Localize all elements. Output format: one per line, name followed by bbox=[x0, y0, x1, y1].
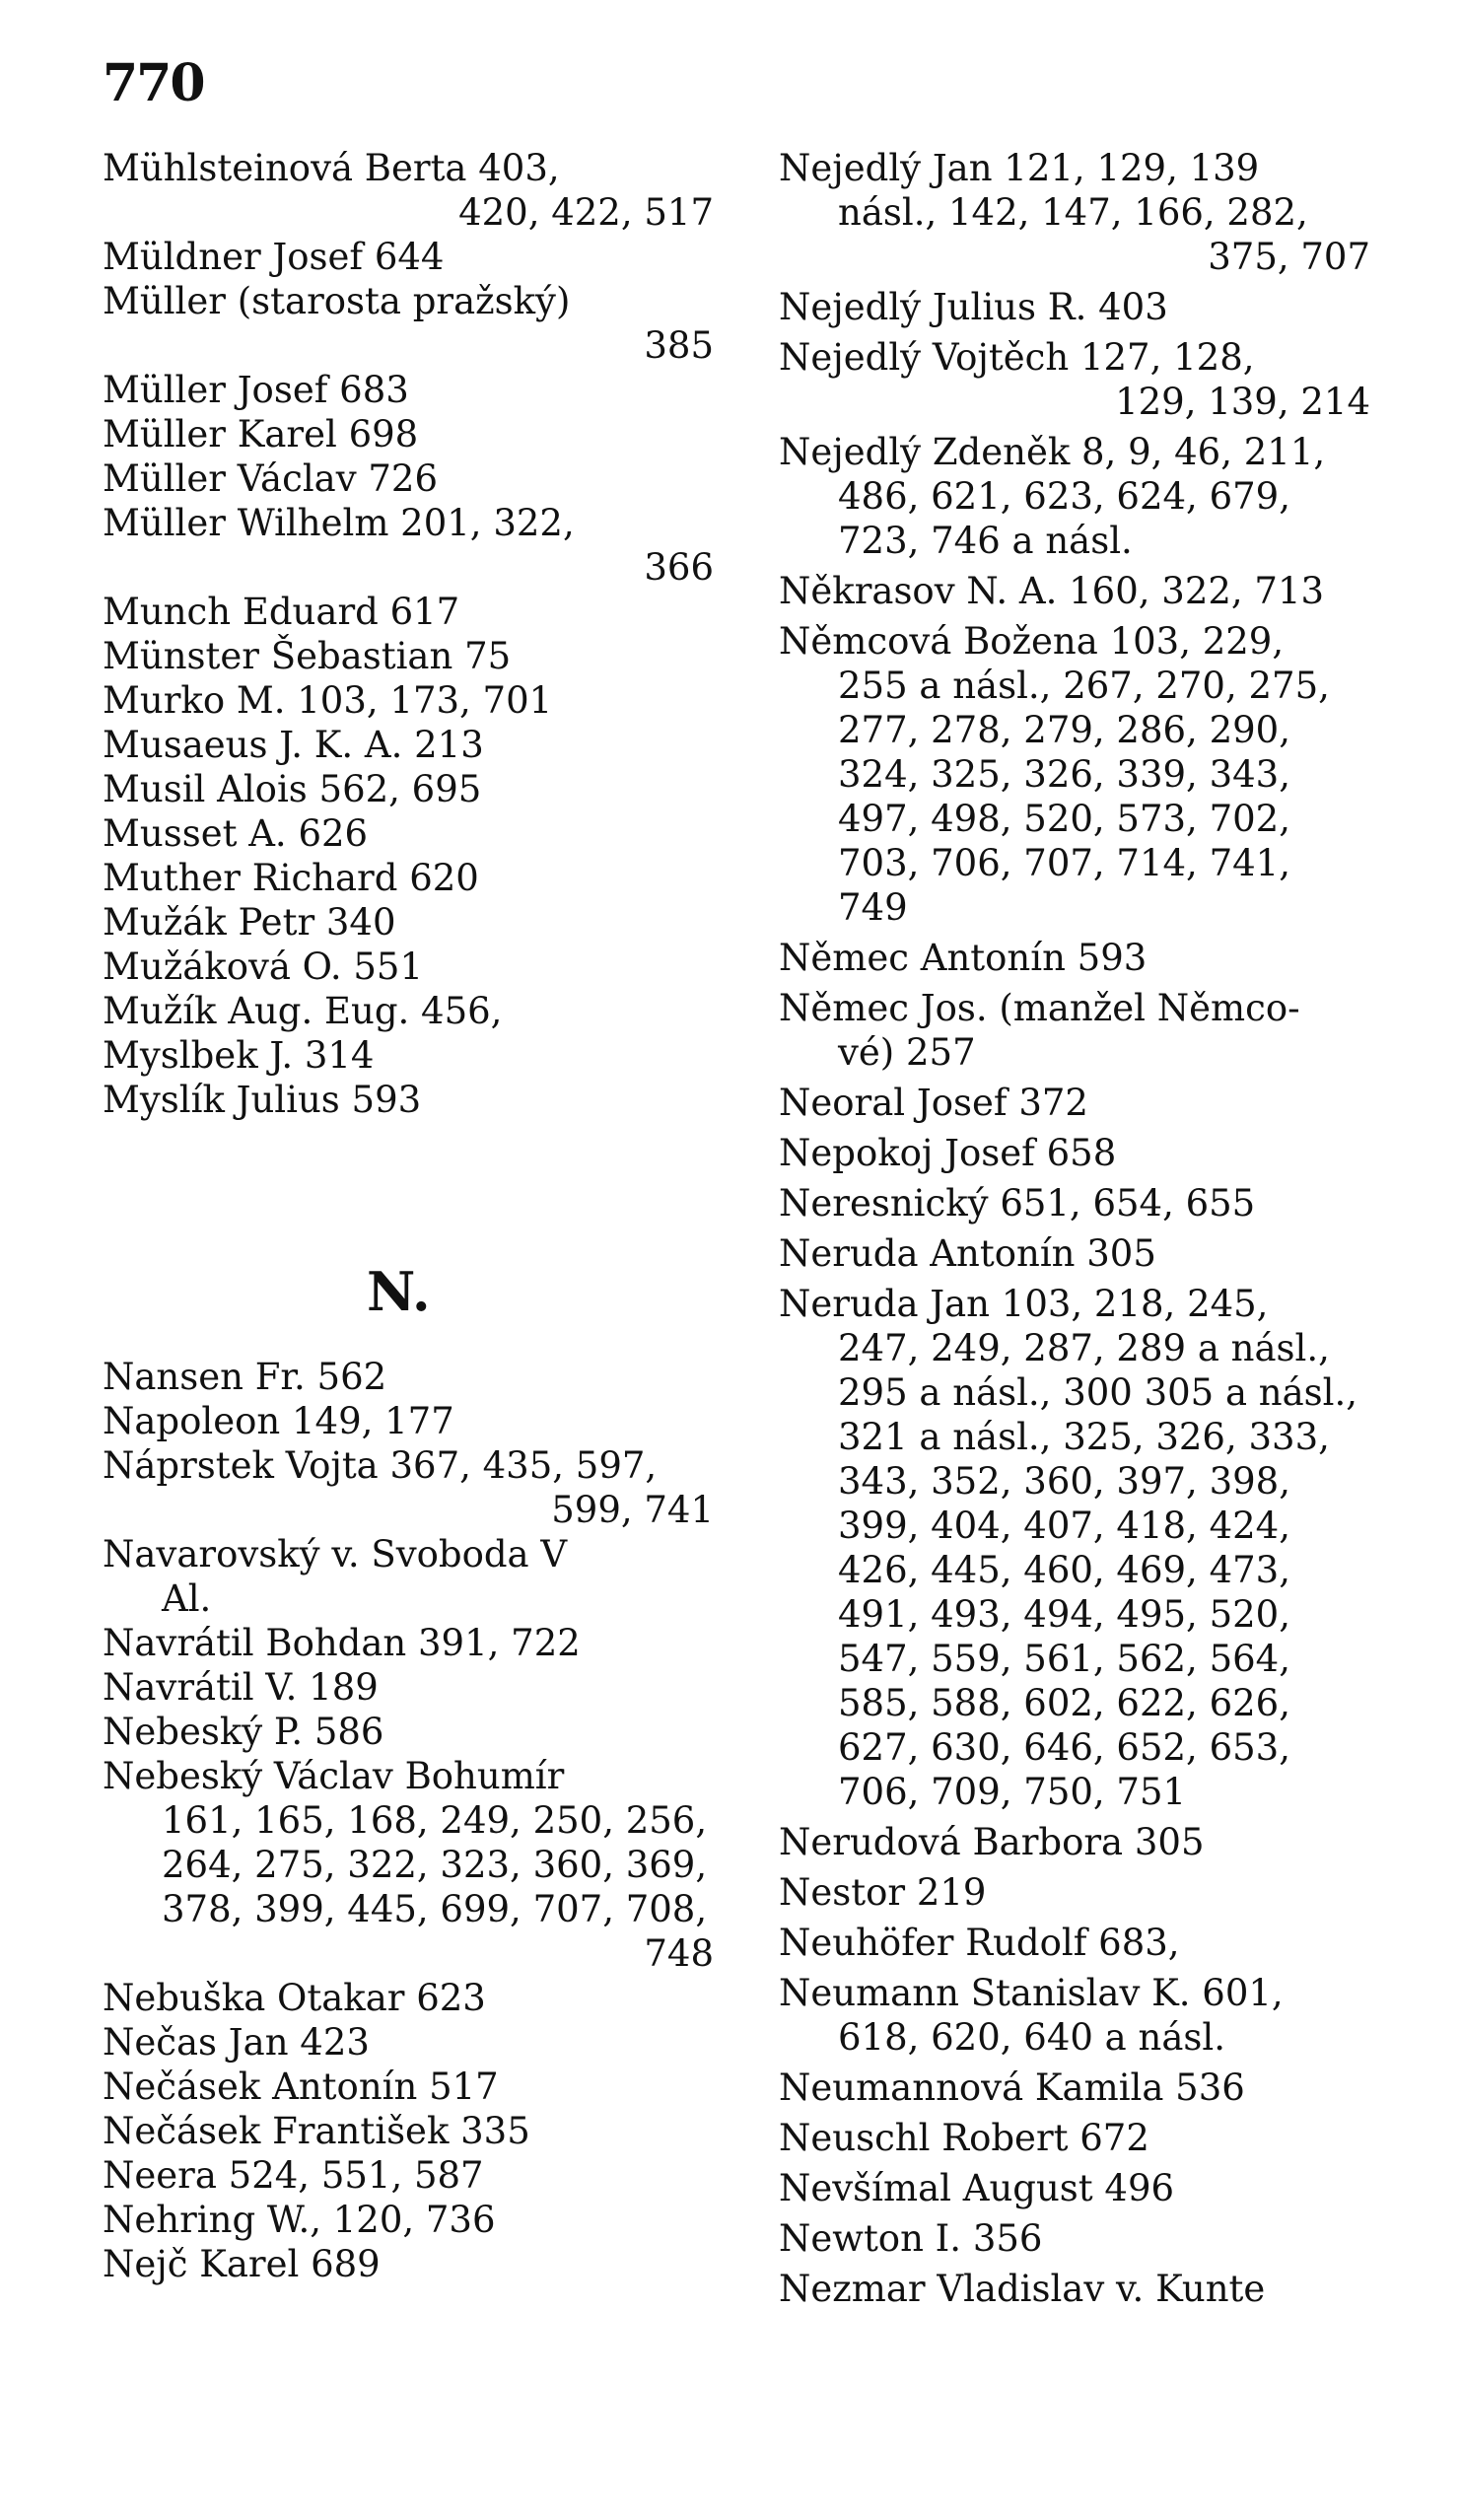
index-entry-heading: Musset A. 626 bbox=[103, 812, 369, 855]
index-entry bbox=[103, 678, 714, 723]
index-entry-continuation: 161, 165, 168, 249, 250, 256, 264, 275, 322, 323, 360, 369, 378, 399, 445, 699, 707, 708, bbox=[162, 1799, 708, 1930]
index-entry-continuation: Al. bbox=[162, 1577, 212, 1620]
index-entry-heading: Musaeus J. K. A. 213 bbox=[103, 724, 484, 766]
index-entry-heading: Mužák Petr 340 bbox=[103, 901, 396, 944]
index-entry-continuation: 366 bbox=[644, 546, 714, 589]
index-entry bbox=[103, 856, 714, 900]
index-entry bbox=[779, 2267, 1370, 2311]
index-entry bbox=[103, 2153, 714, 2198]
index-entry-heading: Nansen Fr. 562 bbox=[103, 1356, 387, 1398]
index-entry bbox=[103, 811, 714, 856]
index-entry bbox=[103, 2109, 714, 2153]
index-entry-heading: Müldner Josef 644 bbox=[103, 236, 445, 278]
section-heading-n: N. bbox=[367, 1260, 431, 1323]
index-entry-continuation: 618, 620, 640 a násl. bbox=[838, 2016, 1225, 2059]
index-entry bbox=[103, 1355, 714, 1399]
index-entry-heading: Nestor 219 bbox=[779, 1871, 987, 1914]
index-entry-heading: Nečásek Antonín 517 bbox=[103, 2065, 499, 2108]
index-entry bbox=[103, 1665, 714, 1710]
index-entry-heading: Němec Antonín 593 bbox=[779, 937, 1148, 979]
index-entry-heading: Musil Alois 562, 695 bbox=[103, 768, 482, 810]
index-entry bbox=[103, 2242, 714, 2286]
index-entry-heading: Müller Josef 683 bbox=[103, 369, 409, 411]
index-entry bbox=[779, 146, 1370, 279]
index-entry bbox=[779, 619, 1370, 930]
index-entry bbox=[103, 1621, 714, 1665]
index-entry bbox=[779, 1921, 1370, 1965]
index-entry bbox=[779, 285, 1370, 329]
index-entry-heading: Neresnický 651, 654, 655 bbox=[779, 1182, 1256, 1225]
index-entry bbox=[779, 430, 1370, 563]
index-entry-heading: Mužík Aug. Eug. 456, bbox=[103, 990, 503, 1032]
index-entry bbox=[103, 723, 714, 767]
index-entry-heading: Müller Karel 698 bbox=[103, 413, 419, 455]
index-entry bbox=[779, 2216, 1370, 2261]
index-entry-heading: Nečásek František 335 bbox=[103, 2110, 530, 2152]
index-entry-heading: Neruda Antonín 305 bbox=[779, 1232, 1156, 1275]
index-entry-heading: Nevšímal August 496 bbox=[779, 2167, 1175, 2209]
index-entry bbox=[779, 569, 1370, 613]
index-entry bbox=[103, 1399, 714, 1443]
index-entry-heading: Newton I. 356 bbox=[779, 2217, 1043, 2260]
index-entry bbox=[779, 1081, 1370, 1125]
index-entry-heading: Mühlsteinová Berta bbox=[103, 147, 467, 189]
index-entry bbox=[779, 2065, 1370, 2110]
index-entry bbox=[103, 279, 714, 368]
index-entry-heading: Napoleon 149, 177 bbox=[103, 1400, 454, 1442]
index-column-left-n bbox=[103, 1355, 714, 2286]
index-column-left-m bbox=[103, 146, 714, 1122]
index-entry bbox=[779, 1181, 1370, 1225]
index-entry-heading: Nepokoj Josef 658 bbox=[779, 1132, 1117, 1174]
index-entry-heading: Müller Wilhelm 201, 322, bbox=[103, 502, 575, 544]
index-entry bbox=[779, 1131, 1370, 1175]
index-entry bbox=[103, 2020, 714, 2065]
index-entry-heading: Neera 524, 551, 587 bbox=[103, 2154, 484, 2197]
index-entry-heading: Někrasov N. A. 160, 322, 713 bbox=[779, 570, 1325, 612]
index-entry-heading: Nebeský Václav Bohumír bbox=[103, 1755, 565, 1797]
index-entry-heading: Němcová Božena 103, 229, bbox=[779, 620, 1285, 663]
index-entry bbox=[103, 235, 714, 279]
index-entry bbox=[103, 767, 714, 811]
index-entry-heading: Myslík Julius 593 bbox=[103, 1079, 422, 1121]
index-entry-heading: Müller (starosta pražský) bbox=[103, 280, 571, 322]
index-entry-heading: Němec Jos. (manžel Němco- bbox=[779, 987, 1300, 1029]
index-entry bbox=[103, 501, 714, 590]
index-entry-heading: Murko M. 103, 173, 701 bbox=[103, 679, 553, 722]
index-entry bbox=[103, 900, 714, 945]
index-entry bbox=[779, 2166, 1370, 2210]
index-entry bbox=[103, 634, 714, 678]
index-entry-continuation: 420, 422, 517 bbox=[458, 191, 714, 234]
index-entry bbox=[103, 2198, 714, 2242]
index-entry-heading: Navarovský v. Svoboda V bbox=[103, 1533, 568, 1575]
index-entry-heading: Nebeský P. 586 bbox=[103, 1711, 384, 1753]
index-entry-continuation: 486, 621, 623, 624, 679, 723, 746 a násl. bbox=[838, 475, 1290, 562]
index-entry-heading: Nehring W., 120, 736 bbox=[103, 2199, 496, 2241]
index-entry bbox=[103, 368, 714, 412]
index-entry-heading: Neumannová Kamila 536 bbox=[779, 2066, 1245, 2109]
index-entry bbox=[103, 945, 714, 989]
index-entry bbox=[779, 1231, 1370, 1276]
index-entry-heading: Nejedlý Jan 121, 129, 139 bbox=[779, 147, 1260, 189]
index-entry bbox=[103, 1033, 714, 1078]
index-entry-continuation-tail: 748 bbox=[644, 1932, 714, 1975]
index-entry bbox=[103, 989, 714, 1033]
index-entry-heading: Nejedlý Zdeněk 8, 9, 46, 211, bbox=[779, 431, 1326, 473]
index-entry-heading: Neumann Stanislav K. 601, bbox=[779, 1972, 1284, 2014]
index-entry-continuation: 385 bbox=[644, 324, 714, 367]
index-entry bbox=[103, 1532, 714, 1621]
index-entry bbox=[103, 590, 714, 634]
index-entry bbox=[779, 1971, 1370, 2060]
index-entry-heading: Mužáková O. 551 bbox=[103, 945, 423, 988]
index-entry-continuation: 599, 741 bbox=[551, 1489, 714, 1531]
index-entry-heading: Neruda Jan 103, 218, 245, bbox=[779, 1283, 1269, 1325]
index-entry bbox=[779, 1820, 1370, 1864]
index-entry-heading: Müller Václav 726 bbox=[103, 457, 439, 500]
index-entry-heading: Navrátil V. 189 bbox=[103, 1666, 379, 1709]
index-entry-heading: Navrátil Bohdan 391, 722 bbox=[103, 1622, 581, 1664]
index-entry bbox=[103, 412, 714, 456]
index-entry-continuation-tail: 375, 707 bbox=[1208, 236, 1370, 278]
index-entry-heading: Nečas Jan 423 bbox=[103, 2021, 370, 2064]
index-entry-heading: Nebuška Otakar 623 bbox=[103, 1977, 486, 2019]
index-entry bbox=[103, 1443, 714, 1532]
index-entry bbox=[103, 456, 714, 501]
index-entry-heading: Nezmar Vladislav v. Kunte bbox=[779, 2268, 1266, 2310]
index-entry bbox=[779, 936, 1370, 980]
index-entry-heading: Myslbek J. 314 bbox=[103, 1034, 375, 1077]
index-entry-heading: Nejedlý Julius R. 403 bbox=[779, 286, 1168, 328]
index-entry bbox=[779, 335, 1370, 424]
index-entry-continuation: vé) 257 bbox=[838, 1031, 976, 1074]
index-entry bbox=[103, 146, 714, 235]
index-entry bbox=[779, 986, 1370, 1075]
page-number: 770 bbox=[103, 53, 204, 113]
index-entry-heading: Munch Eduard 617 bbox=[103, 591, 460, 633]
index-entry-continuation: 255 a násl., 267, 270, 275, 277, 278, 279, 286, 290, 324, 325, 326, 339, 343, 497, 498, 520, 573, 702, 703, 706, 707, 714, 741, 749 bbox=[838, 665, 1330, 929]
index-entry-continuation: 247, 249, 287, 289 a násl., 295 a násl., 300 305 a násl., 321 a násl., 325, 326, 333, 343, 352, 360, 397, 398, 399, 404, 407, 418, 424, 426, 445, 460, 469, 473, 491, 493, 494, 495, 520, 547, 559, 561, 562, 564, 585, 588, 602, 622, 626, 627, 630, 646, 652, 653, 706, 709, 750, 751 bbox=[838, 1327, 1358, 1813]
index-entry-heading: Nejč Karel 689 bbox=[103, 2243, 381, 2285]
index-entry bbox=[103, 1710, 714, 1754]
index-entry bbox=[779, 1282, 1370, 1814]
index-entry-heading: Neuschl Robert 672 bbox=[779, 2117, 1149, 2159]
index-entry-continuation: 129, 139, 214 bbox=[1115, 381, 1370, 423]
index-entry-heading: Neoral Josef 372 bbox=[779, 1082, 1088, 1124]
index-entry-heading: Náprstek Vojta 367, 435, 597, bbox=[103, 1444, 658, 1487]
index-entry bbox=[779, 1870, 1370, 1915]
index-entry-heading: Neuhöfer Rudolf 683, bbox=[779, 1922, 1180, 1964]
index-entry-heading: Nerudová Barbora 305 bbox=[779, 1821, 1205, 1863]
index-entry bbox=[779, 2116, 1370, 2160]
index-entry-pages: 403, bbox=[466, 147, 560, 189]
index-entry-heading: Nejedlý Vojtěch 127, 128, bbox=[779, 336, 1255, 379]
index-entry bbox=[103, 1754, 714, 1976]
index-entry bbox=[103, 2065, 714, 2109]
index-column-right-n bbox=[779, 146, 1370, 2317]
index-entry-continuation: násl., 142, 147, 166, 282, bbox=[838, 191, 1308, 234]
index-entry-heading: Münster Šebastian 75 bbox=[103, 635, 512, 677]
index-entry-heading: Muther Richard 620 bbox=[103, 857, 479, 899]
index-entry bbox=[103, 1976, 714, 2020]
index-entry bbox=[103, 1078, 714, 1122]
